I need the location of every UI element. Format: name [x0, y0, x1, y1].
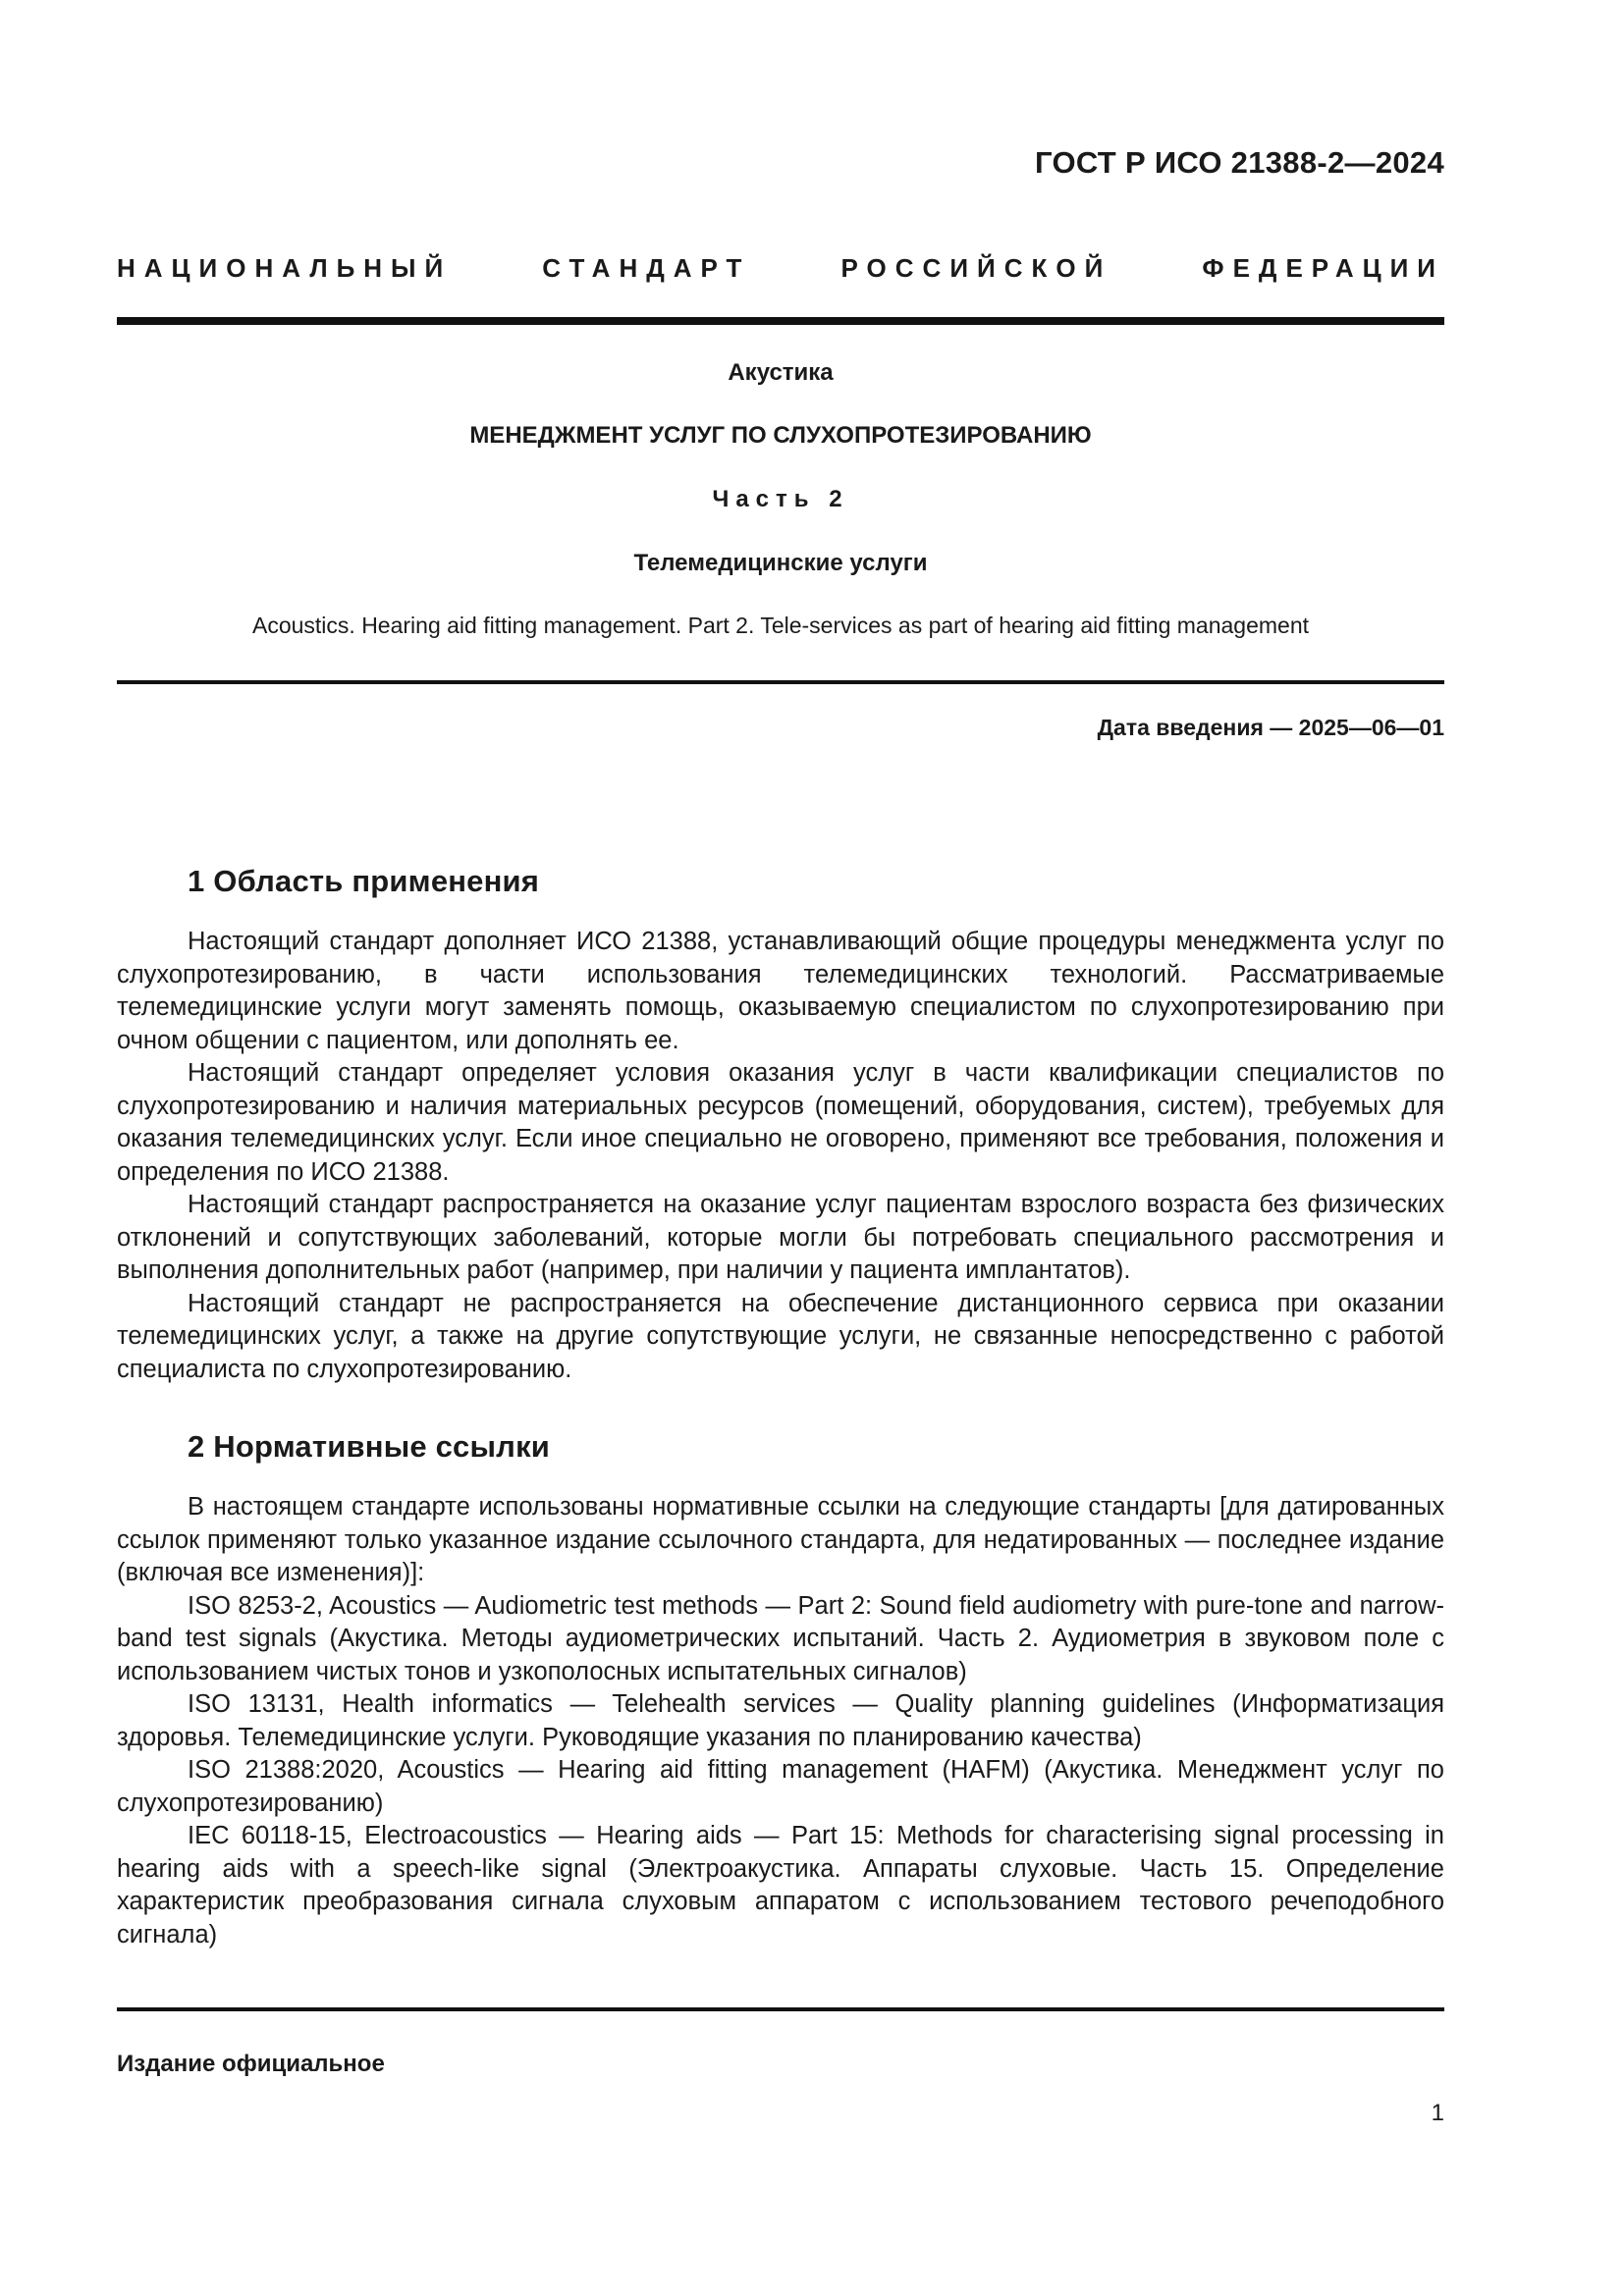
reference-item: IEC 60118-15, Electroacoustics — Hearing aids — Part 15: Methods for characterising signal processing in hearing aids with a speech-like signal (Электроакустика. Аппараты слуховые. Часть 15. Определение характеристик преобразования сигнала слуховым аппаратом с использованием тестового речеподобного сигнала)	[117, 1822, 1444, 1949]
paragraph: Настоящий стандарт распространяется на оказание услуг пациентам взрослого возраста без физических отклонений и сопутствующих заболеваний, которые могли бы потребовать специального рассмотрения и выполнения дополнительных работ (например, при наличии у пациента имплантатов).	[117, 1191, 1444, 1284]
subtitle: Телемедицинские услуги	[633, 550, 928, 576]
reference-item: ISO 13131, Health informatics — Telehealth services — Quality planning guidelines (Информатизация здоровья. Телемедицинские услуги. Руководящие указания по планированию качества)	[117, 1690, 1444, 1751]
introduction-date: Дата введения — 2025—06—01	[1097, 715, 1444, 740]
section-heading-scope: 1 Область применения	[188, 864, 540, 898]
reference-item: ISO 8253-2, Acoustics — Audiometric test methods — Part 2: Sound field audiometry with pure-tone and narrow-band test signals (Акустика. Методы аудиометрических испытаний. Часть 2. Аудиометрия в звуковом поле с использованием чистых тонов и узкополосных испытательных сигналов)	[117, 1591, 1444, 1685]
footer-divider	[117, 2007, 1444, 2011]
page-number: 1	[1431, 2100, 1444, 2126]
paragraph: Настоящий стандарт не распространяется на обеспечение дистанционного сервиса при оказании телемедицинских услуг, а также на другие сопутствующие услуги, не связанные непосредственно с работой специалиста по слухопротезированию.	[117, 1289, 1444, 1383]
part-title: Часть 2	[712, 486, 849, 512]
title-divider	[117, 680, 1444, 684]
document-page	[117, 0, 1444, 2296]
english-title: Acoustics. Hearing aid fitting management. Part 2. Tele-services as part of hearing aid fitting management	[251, 613, 1310, 638]
header-divider	[117, 317, 1444, 325]
paragraph: В настоящем стандарте использованы нормативные ссылки на следующие стандарты [для датированных ссылок применяют только указанное издание ссылочного стандарта, для недатированных — последнее издание (включая все изменения)]:	[117, 1493, 1444, 1586]
paragraph: Настоящий стандарт дополняет ИСО 21388, устанавливающий общие процедуры менеджмента услуг по слухопротезированию, в части использования телемедицинских технологий. Рассматриваемые телемедицинские услуги могут заменять помощь, оказываемую специалистом по слухопротезированию при очном общении с пациентом, или дополнять ее.	[117, 928, 1444, 1054]
paragraph: Настоящий стандарт определяет условия оказания услуг в части квалификации специалистов по слухопротезированию и наличия материальных ресурсов (помещений, оборудования, систем), требуемых для оказания телемедицинских услуг. Если иное специально не оговорено, применяют все требования, положения и определения по ИСО 21388.	[117, 1059, 1444, 1186]
field-title: Акустика	[728, 359, 834, 386]
standard-number: ГОСТ Р ИСО 21388-2—2024	[1035, 145, 1444, 180]
section-heading-normative-references: 2 Нормативные ссылки	[188, 1429, 551, 1464]
reference-item: ISO 21388:2020, Acoustics — Hearing aid fitting management (HAFM) (Акустика. Менеджмент услуг по слухопротезированию)	[117, 1756, 1444, 1817]
national-standard-title: НАЦИОНАЛЬНЫЙ СТАНДАРТ РОССИЙСКОЙ ФЕДЕРАЦИИ	[117, 253, 1444, 283]
section-body-scope	[117, 926, 1444, 1386]
main-title: МЕНЕДЖМЕНТ УСЛУГ ПО СЛУХОПРОТЕЗИРОВАНИЮ	[469, 422, 1092, 449]
official-edition-label: Издание официальное	[117, 2051, 385, 2077]
section-body-normative-references	[117, 1491, 1444, 1951]
